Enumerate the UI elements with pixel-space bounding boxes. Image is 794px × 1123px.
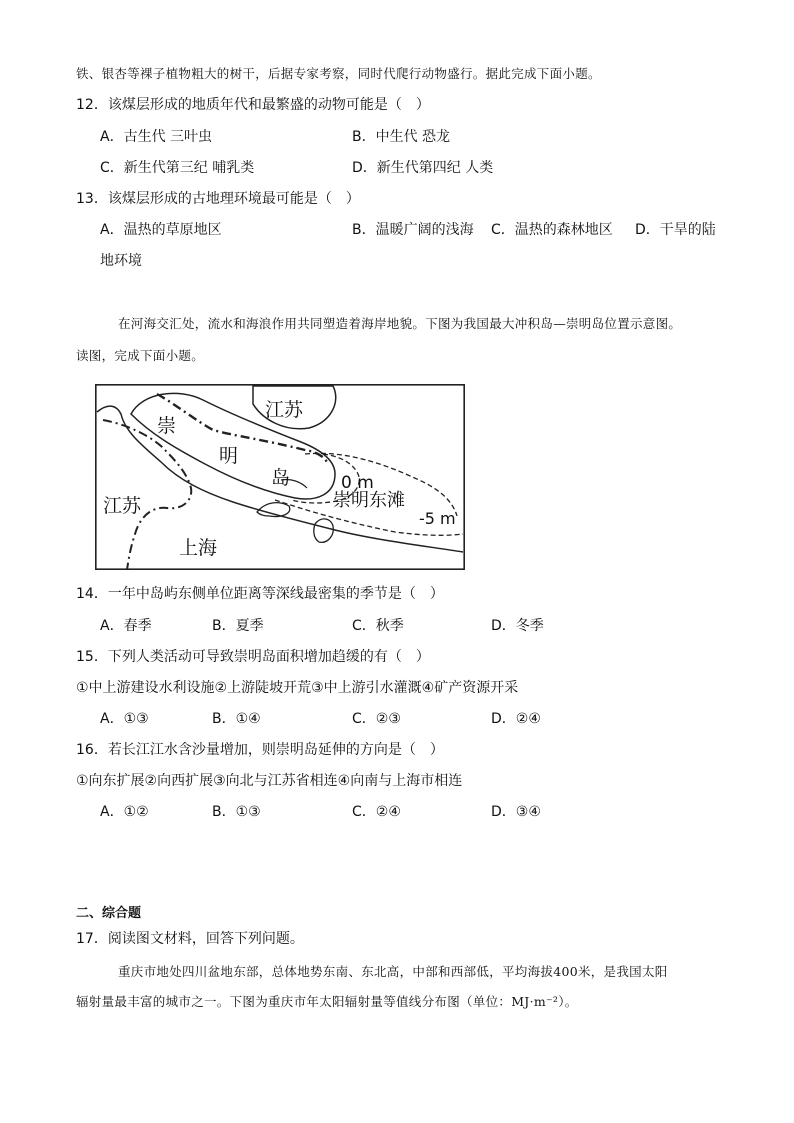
intro-text-top: 铁、银杏等裸子植物粗大的树干，后据专家考察，同时代爬行动物盛行。据此完成下面小题。 [76,66,601,81]
question-12-option-b[interactable]: B．中生代 恐龙 [352,129,451,145]
question-17-material-line1: 重庆市地处四川盆地东部，总体地势东南、东北高，中部和西部低，平均海拔400米，是我国太阳 [118,964,668,979]
question-16-option-a[interactable]: A．①② [100,804,149,820]
intro-text-chongming-line1: 在河海交汇处，流水和海浪作用共同塑造着海岸地貌。下图为我国最大冲积岛—崇明岛位置示意图。 [118,316,682,331]
question-14-option-b[interactable]: B．夏季 [212,618,264,634]
intro-text-chongming-line2: 读图，完成下面小题。 [76,348,205,363]
question-15-option-a[interactable]: A．①③ [100,711,149,727]
question-12-option-a[interactable]: A．古生代 三叶虫 [100,129,213,145]
question-14-option-d[interactable]: D．冬季 [491,618,544,634]
map-label-chong: 崇 [157,415,177,437]
question-12-stem: 12．该煤层形成的地质年代和最繁盛的动物可能是（ ） [76,97,430,113]
question-12-option-c[interactable]: C．新生代第三纪 哺乳类 [100,160,255,176]
question-13-option-a[interactable]: A．温热的草原地区 [100,222,222,238]
question-14-option-a[interactable]: A．春季 [100,618,152,634]
question-15-option-d[interactable]: D．②④ [491,711,541,727]
question-14-stem: 14．一年中岛屿东侧单位距离等深线最密集的季节是（ ） [76,586,444,602]
question-12-option-d[interactable]: D．新生代第四纪 人类 [352,160,494,176]
map-label-dongtan: 崇明东滩 [333,490,405,511]
map-label-contour-0m: 0 m [341,473,374,493]
map-label-contour-minus5m: -5 m [419,509,456,528]
map-label-ming: 明 [219,445,239,467]
map-label-shanghai: 上海 [179,537,218,559]
question-15-stem: 15．下列人类活动可导致崇明岛面积增加趋缓的有（ ） [76,649,430,665]
question-16-option-d[interactable]: D．③④ [491,804,541,820]
map-label-jiangsu-west: 江苏 [103,495,142,517]
question-13-option-b[interactable]: B．温暖广阔的浅海 [352,222,474,238]
map-label-dao: 岛 [271,467,291,489]
question-13-option-d[interactable]: D．干旱的陆 [635,222,716,238]
question-14-option-c[interactable]: C．秋季 [352,618,404,634]
question-16-stem: 16．若长江江水含沙量增加，则崇明岛延伸的方向是（ ） [76,742,444,758]
question-17-stem: 17．阅读图文材料，回答下列问题。 [76,931,304,947]
question-15-items: ①中上游建设水利设施②上游陡坡开荒③中上游引水灌溉④矿产资源开采 [76,680,519,696]
map-label-jiangsu-north: 江苏 [265,399,304,421]
question-16-option-b[interactable]: B．①③ [212,804,261,820]
question-17-material-line2: 辐射量最丰富的城市之一。下图为重庆市年太阳辐射量等值线分布图（单位：MJ·m⁻²）。 [76,994,578,1009]
section-2-title: 二、综合题 [76,906,142,921]
question-13-stem: 13．该煤层形成的古地理环境最可能是（ ） [76,191,360,207]
question-15-option-b[interactable]: B．①④ [212,711,261,727]
question-13-option-d-continued: 地环境 [100,253,142,269]
question-15-option-c[interactable]: C．②③ [352,711,401,727]
question-16-option-c[interactable]: C．②④ [352,804,401,820]
question-13-option-c[interactable]: C．温热的森林地区 [491,222,613,238]
chongming-island-map [95,384,465,570]
question-16-items: ①向东扩展②向西扩展③向北与江苏省相连④向南与上海市相连 [76,773,463,789]
